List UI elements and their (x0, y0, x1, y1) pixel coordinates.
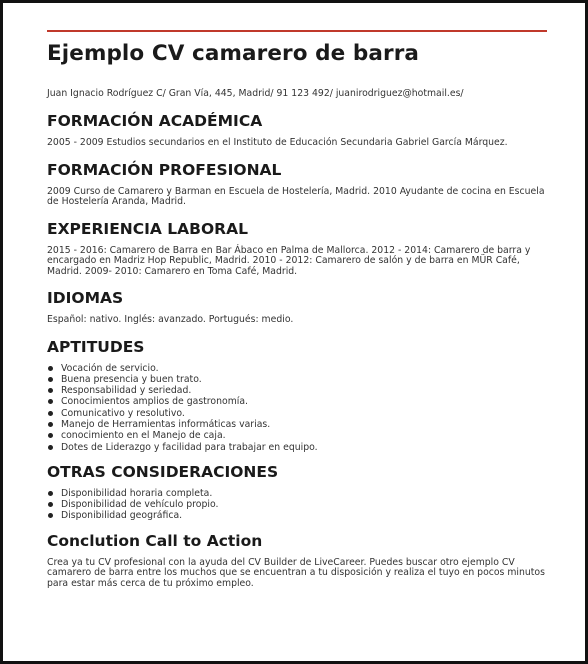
bullet-icon (48, 433, 53, 438)
list-item-text: Disponibilidad geográfica. (61, 510, 183, 522)
bullet-icon (48, 445, 53, 450)
heading-aptitudes: APTITUDES (47, 337, 145, 356)
bullet-icon (48, 388, 53, 393)
list-item-text: Manejo de Herramientas informáticas varias. (61, 418, 271, 430)
bullet-icon (48, 491, 53, 496)
list-item (47, 488, 547, 499)
bullet-icon (48, 366, 53, 371)
list-item (47, 374, 547, 385)
list-item-text: Dotes de Liderazgo y facilidad para trabajar en equipo. (61, 441, 318, 453)
list-item-text: Buena presencia y buen trato. (61, 373, 202, 385)
list-item-text: Responsabilidad y seriedad. (61, 385, 192, 397)
otras-list (47, 488, 547, 522)
cv-content (47, 39, 547, 589)
list-item-text: Conocimientos amplios de gastronomía. (61, 396, 248, 408)
heading-experiencia-laboral: EXPERIENCIA LABORAL (47, 219, 248, 238)
list-item (47, 442, 547, 453)
list-item-text: Vocación de servicio. (61, 362, 159, 374)
list-item-text: conocimiento en el Manejo de caja. (61, 430, 226, 442)
bullet-icon (48, 422, 53, 427)
heading-idiomas: IDIOMAS (47, 289, 124, 307)
cv-title: Ejemplo CV camarero de barra (47, 41, 420, 66)
bullet-icon (48, 502, 53, 507)
contact-line: Juan Ignacio Rodríguez C/ Gran Vía, 445, Madrid/ 91 123 492/ juanirodriguez@hotmail.es/ (47, 88, 464, 99)
heading-otras-consideraciones: OTRAS CONSIDERACIONES (47, 462, 279, 481)
aptitudes-list (47, 363, 547, 453)
header-accent-rule (47, 30, 547, 32)
heading-call-to-action: Conclution Call to Action (47, 531, 263, 550)
text-experiencia-laboral: 2015 - 2016: Camarero de Barra en Bar Ábaco en Palma de Mallorca. 2012 - 2014: Camarero de barra y encargado en Madriz Hop Republic, Madrid. 2010 - 2012: Camarero de salón y de barra en MÜR Café, Madrid. 2009- 2010: Camarero en Toma Café, Madrid. (47, 244, 531, 277)
heading-formacion-academica: FORMACIÓN ACADÉMICA (47, 112, 263, 130)
list-item (47, 385, 547, 396)
list-item-text: Disponibilidad de vehículo propio. (61, 499, 219, 511)
list-item (47, 499, 547, 510)
bullet-icon (48, 377, 53, 382)
bullet-icon (48, 411, 53, 416)
text-idiomas: Español: nativo. Inglés: avanzado. Portugués: medio. (47, 314, 294, 325)
text-formacion-profesional: 2009 Curso de Camarero y Barman en Escuela de Hostelería, Madrid. 2010 Ayudante de cocina en Escuela de Hostelería Aranda, Madrid. (47, 185, 545, 207)
list-item-text: Disponibilidad horaria completa. (61, 487, 213, 499)
bullet-icon (48, 513, 53, 518)
bullet-icon (48, 399, 53, 404)
list-item (47, 363, 547, 374)
list-item (47, 430, 547, 441)
list-item (47, 419, 547, 430)
list-item (47, 396, 547, 407)
list-item (47, 510, 547, 521)
list-item (47, 408, 547, 419)
heading-formacion-profesional: FORMACIÓN PROFESIONAL (47, 160, 282, 179)
list-item-text: Comunicativo y resolutivo. (61, 407, 185, 419)
text-formacion-academica: 2005 - 2009 Estudios secundarios en el Instituto de Educación Secundaria Gabriel García Márquez. (47, 137, 508, 148)
text-call-to-action: Crea ya tu CV profesional con la ayuda del CV Builder de LiveCareer. Puedes buscar otro ejemplo CV camarero de barra entre los muchos que se encuentran a tu disposición y realiza el tuyo en pocos minutos para estar más cerca de tu próximo empleo. (47, 556, 545, 589)
